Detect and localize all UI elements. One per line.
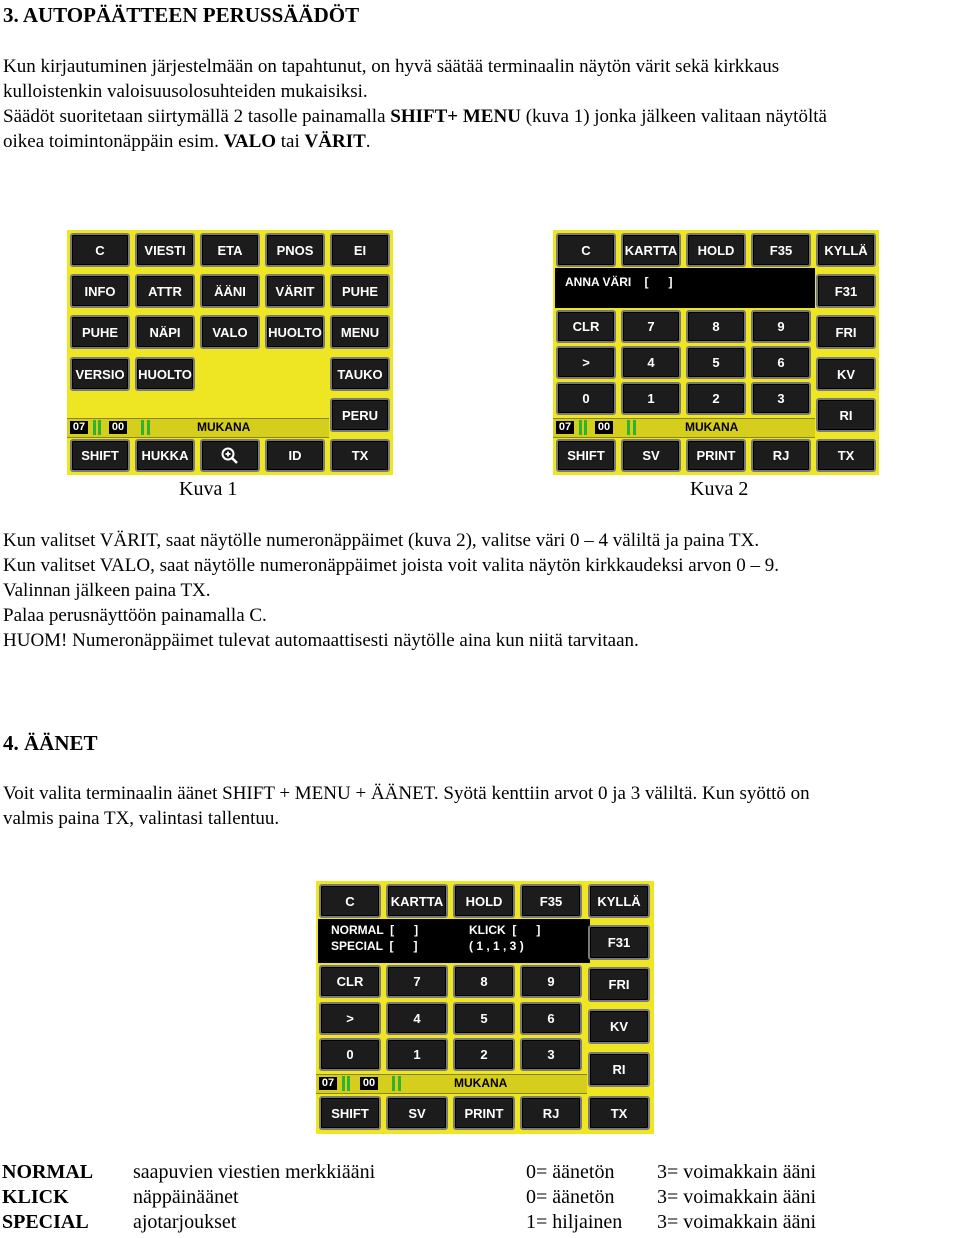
bold-text-run: SHIFT+ MENU: [390, 106, 521, 127]
key-1[interactable]: 1: [621, 382, 681, 415]
key-kylla[interactable]: KYLLÄ: [816, 233, 876, 267]
status-indicator: [627, 420, 630, 435]
caption-kuva-2: Kuva 2: [690, 478, 749, 500]
key-attr[interactable]: ATTR: [135, 274, 195, 308]
key-puhe[interactable]: PUHE: [70, 315, 130, 349]
key-8[interactable]: 8: [686, 310, 746, 343]
text-run: tai: [276, 131, 305, 152]
text-run: (kuva 1) jonka jälkeen valitaan näytöltä: [520, 106, 827, 127]
legend-description: näppäinäänet: [133, 1186, 239, 1208]
key-hukka[interactable]: HUKKA: [135, 439, 195, 472]
status-code-b: 00: [595, 421, 613, 434]
key-tauko[interactable]: TAUKO: [330, 357, 390, 391]
status-label: MUKANA: [685, 420, 739, 434]
paragraph-line: Kun valitset VÄRIT, saat näytölle numeronäppäimet (kuva 2), valitse väri 0 – 4 väliltä ja paina TX.: [3, 530, 760, 551]
key-viesti[interactable]: VIESTI: [135, 233, 195, 267]
status-indicator: [392, 1076, 395, 1091]
key-7[interactable]: 7: [621, 310, 681, 343]
key-c[interactable]: C: [556, 233, 616, 267]
key-5[interactable]: 5: [686, 346, 746, 379]
caption-kuva-1: Kuva 1: [179, 478, 238, 500]
key-puhe[interactable]: PUHE: [330, 274, 390, 308]
key-napi[interactable]: NÄPI: [135, 315, 195, 349]
status-bar: [553, 418, 815, 438]
key-9[interactable]: 9: [751, 310, 811, 343]
key-greater[interactable]: >: [319, 1002, 381, 1035]
values-hint: ( 1 , 1 , 3 ): [469, 939, 524, 953]
key-huolto-2[interactable]: HUOLTO: [135, 357, 195, 391]
zoom-key[interactable]: [200, 439, 260, 472]
legend-high: 3= voimakkain ääni: [657, 1161, 817, 1183]
status-code-a: 07: [319, 1077, 337, 1090]
status-label: MUKANA: [197, 420, 251, 434]
legend-high: 3= voimakkain ääni: [657, 1211, 817, 1233]
display-text: ANNA VÄRI [ ]: [565, 275, 673, 289]
key-kartta[interactable]: KARTTA: [621, 233, 681, 267]
key-4[interactable]: 4: [386, 1002, 448, 1035]
key-eta[interactable]: ETA: [200, 233, 260, 267]
key-clr[interactable]: CLR: [319, 965, 381, 998]
key-kv[interactable]: KV: [816, 357, 876, 391]
terminal-screen-kuva-1: [67, 230, 393, 475]
key-sv[interactable]: SV: [621, 439, 681, 472]
legend-low: 0= äänetön: [526, 1161, 615, 1183]
key-5[interactable]: 5: [453, 1002, 515, 1035]
input-display: [555, 268, 815, 308]
paragraph-line: HUOM! Numeronäppäimet tulevat automaattisesti näytölle aina kun niitä tarvitaan.: [3, 630, 639, 651]
klick-field: KLICK [ ]: [469, 923, 541, 937]
paragraph-line: [3, 129, 371, 155]
paragraph-line: Kun kirjautuminen järjestelmään on tapahtunut, on hyvä säätää terminaalin näytön värit sekä kirkkaus: [3, 56, 780, 77]
key-valo[interactable]: VALO: [200, 315, 260, 349]
legend-low: 1= hiljainen: [526, 1211, 623, 1233]
bold-text-run: VALO: [223, 131, 277, 152]
bold-text-run: VÄRIT: [304, 131, 366, 152]
sound-legend-table: [2, 1160, 816, 1235]
key-7[interactable]: 7: [386, 965, 448, 998]
status-indicator: [579, 420, 582, 435]
key-6[interactable]: 6: [520, 1002, 582, 1035]
legend-description: ajotarjoukset: [133, 1211, 237, 1233]
key-greater[interactable]: >: [556, 346, 616, 379]
status-indicator: [93, 420, 96, 435]
status-code-b: 00: [109, 421, 127, 434]
status-bar: [316, 1074, 587, 1094]
legend-low: 0= äänetön: [526, 1186, 615, 1208]
table-row: [2, 1160, 816, 1185]
key-f31[interactable]: F31: [816, 274, 876, 308]
key-f35[interactable]: F35: [520, 884, 582, 918]
key-varit[interactable]: VÄRIT: [265, 274, 325, 308]
paragraph-line: Palaa perusnäyttöön painamalla C.: [3, 605, 267, 626]
key-9[interactable]: 9: [520, 965, 582, 998]
key-hold[interactable]: HOLD: [686, 233, 746, 267]
key-versio[interactable]: VERSIO: [70, 357, 130, 391]
key-ri[interactable]: RI: [816, 398, 876, 432]
key-kv[interactable]: KV: [588, 1009, 650, 1044]
status-indicator: [342, 1076, 345, 1091]
status-indicator: [584, 420, 587, 435]
paragraph-line: Valinnan jälkeen paina TX.: [3, 580, 211, 601]
status-indicator: [141, 420, 144, 435]
legend-name: NORMAL: [2, 1161, 94, 1183]
key-print[interactable]: PRINT: [453, 1096, 515, 1130]
key-sv[interactable]: SV: [386, 1096, 448, 1130]
key-pnos[interactable]: PNOS: [265, 233, 325, 267]
key-kartta[interactable]: KARTTA: [386, 884, 448, 918]
key-3[interactable]: 3: [751, 382, 811, 415]
key-0[interactable]: 0: [319, 1038, 381, 1071]
key-shift[interactable]: SHIFT: [556, 439, 616, 472]
legend-high: 3= voimakkain ääni: [657, 1186, 817, 1208]
key-shift[interactable]: SHIFT: [70, 439, 130, 472]
key-info[interactable]: INFO: [70, 274, 130, 308]
terminal-screen-aanet: [316, 881, 654, 1134]
status-code-a: 07: [70, 421, 88, 434]
key-4[interactable]: 4: [621, 346, 681, 379]
status-bar: [67, 418, 329, 438]
key-c[interactable]: C: [319, 884, 381, 918]
key-shift[interactable]: SHIFT: [319, 1096, 381, 1130]
status-indicator: [98, 420, 101, 435]
zoom-in-icon: [220, 446, 240, 466]
text-run: .: [365, 131, 371, 152]
key-clr[interactable]: CLR: [556, 310, 616, 343]
key-f35[interactable]: F35: [751, 233, 811, 267]
normal-field: NORMAL [ ]: [331, 923, 419, 937]
key-rj[interactable]: RJ: [751, 439, 811, 472]
key-tx[interactable]: TX: [588, 1096, 650, 1130]
legend-name: KLICK: [2, 1186, 69, 1208]
paragraph-line: Kun valitset VALO, saat näytölle numeronäppäimet joista voit valita näytön kirkkaudeksi arvon 0 – 9.: [3, 555, 780, 576]
key-0[interactable]: 0: [556, 382, 616, 415]
sound-settings-display: [318, 919, 590, 963]
key-aani[interactable]: ÄÄNI: [200, 274, 260, 308]
key-print[interactable]: PRINT: [686, 439, 746, 472]
key-id[interactable]: ID: [265, 439, 325, 472]
legend-name: SPECIAL: [2, 1211, 89, 1233]
table-row: [2, 1210, 816, 1235]
status-code-b: 00: [360, 1077, 378, 1090]
status-label: MUKANA: [454, 1076, 508, 1090]
key-ei[interactable]: EI: [330, 233, 390, 267]
key-1[interactable]: 1: [386, 1038, 448, 1071]
key-ri[interactable]: RI: [588, 1052, 650, 1087]
section-4-heading: 4. ÄÄNET: [3, 731, 98, 755]
paragraph-line: kulloistenkin valoisuusolosuhteiden mukaisiksi.: [3, 81, 368, 102]
key-huolto[interactable]: HUOLTO: [265, 315, 325, 349]
key-menu[interactable]: MENU: [330, 315, 390, 349]
status-code-a: 07: [556, 421, 574, 434]
key-fri[interactable]: FRI: [816, 315, 876, 349]
terminal-screen-kuva-2: [553, 230, 879, 475]
key-c[interactable]: C: [70, 233, 130, 267]
key-peru[interactable]: PERU: [330, 398, 390, 432]
text-run: oikea toimintonäppäin esim.: [3, 131, 224, 152]
key-2[interactable]: 2: [686, 382, 746, 415]
key-3[interactable]: 3: [520, 1038, 582, 1071]
key-rj[interactable]: RJ: [520, 1096, 582, 1130]
key-kylla[interactable]: KYLLÄ: [588, 884, 650, 918]
key-2[interactable]: 2: [453, 1038, 515, 1071]
status-indicator: [633, 420, 636, 435]
key-tx[interactable]: TX: [816, 439, 876, 472]
key-fri[interactable]: FRI: [588, 967, 650, 1002]
status-indicator: [147, 420, 150, 435]
key-6[interactable]: 6: [751, 346, 811, 379]
status-indicator: [347, 1076, 350, 1091]
key-f31[interactable]: F31: [588, 925, 650, 960]
section-3-heading: 3. AUTOPÄÄTTEEN PERUSSÄÄDÖT: [3, 3, 360, 27]
key-tx[interactable]: TX: [330, 439, 390, 472]
paragraph-line: [3, 104, 827, 130]
paragraph-line: valmis paina TX, valintasi tallentuu.: [3, 808, 280, 829]
special-field: SPECIAL [ ]: [331, 939, 418, 953]
legend-description: saapuvien viestien merkkiääni: [133, 1161, 376, 1183]
key-hold[interactable]: HOLD: [453, 884, 515, 918]
paragraph-line: Voit valita terminaalin äänet SHIFT + MENU + ÄÄNET. Syötä kenttiin arvot 0 ja 3 väliltä. Kun syöttö on: [3, 783, 810, 804]
table-row: [2, 1185, 816, 1210]
text-run: Säädöt suoritetaan siirtymällä 2 tasolle painamalla: [3, 106, 391, 127]
status-indicator: [398, 1076, 401, 1091]
key-8[interactable]: 8: [453, 965, 515, 998]
